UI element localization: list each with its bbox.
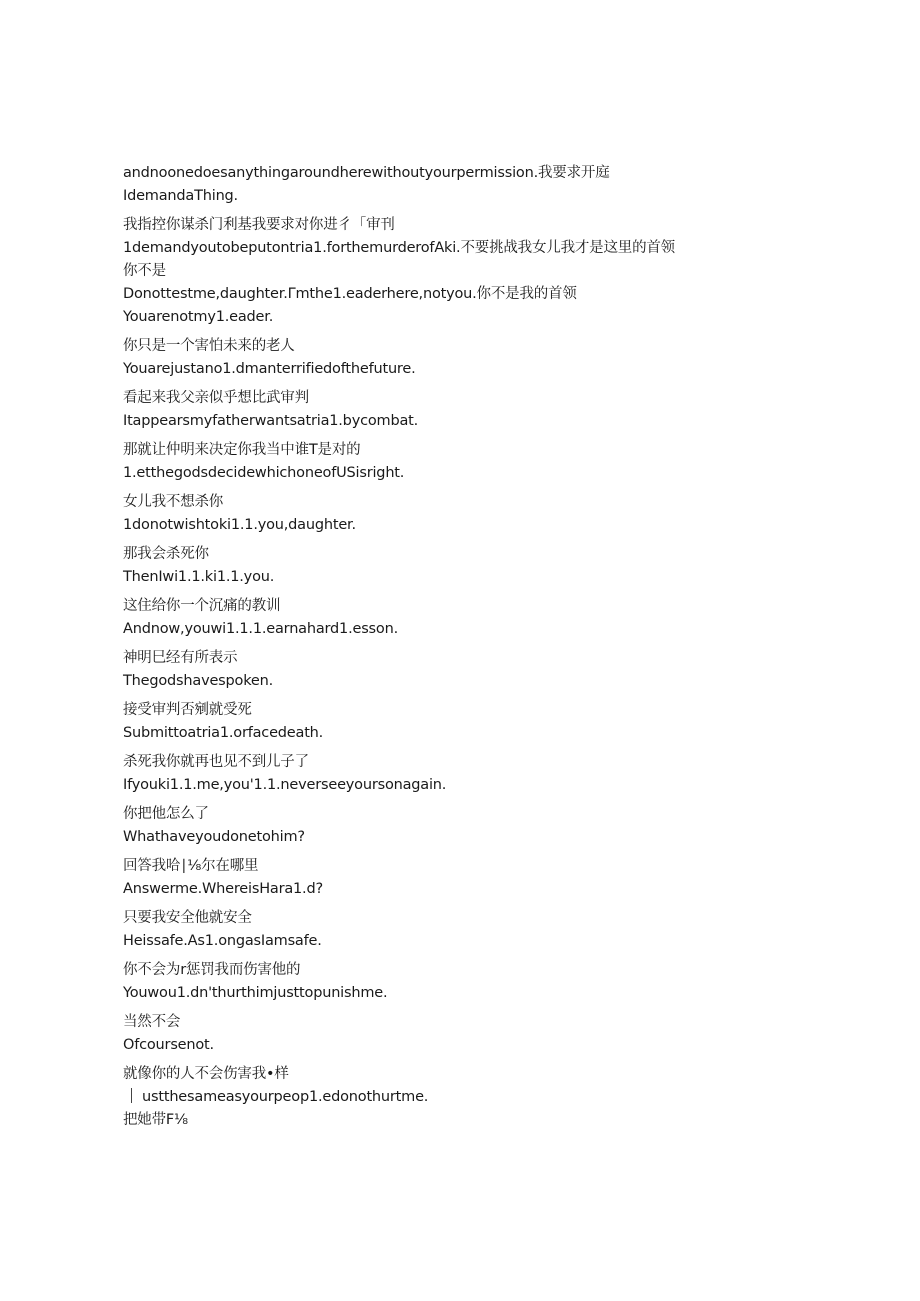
text-line (123, 1086, 843, 1109)
text-line: Youwou1.dn'thurthimjusttopunishme. (123, 985, 388, 1001)
text-line: Thegodshavespoken. (123, 673, 274, 689)
text-line: 1.etthegodsdecidewhichoneofUSisright. (123, 465, 405, 481)
text-line: Heissafe.As1.ongasIamsafe. (123, 933, 322, 949)
text-line: 你只是一个害怕未来的老人 (123, 338, 295, 354)
text-line: Youarenotmy1.eader. (123, 309, 274, 325)
text-line: 只要我安全他就安全 (123, 910, 252, 926)
text-line: 这住给你一个沉痛的教训 (123, 598, 281, 614)
text-line: 就像你的人不会伤害我•样 (123, 1066, 289, 1082)
text-line: 杀死我你就再也见不到儿子了 (123, 754, 309, 770)
text-line: Whathaveyoudonetohim? (123, 829, 305, 845)
text-line: Donottestme,daughter.Γmthe1.eaderhere,notyou.你不是我的首领 (123, 286, 577, 302)
vertical-bar-mark (131, 1088, 132, 1103)
text-line: 1demandyoutobeputontria1.forthemurderofAki.不要挑战我女儿我才是这里的首领 (123, 240, 675, 256)
text-line: Ofcoursenot. (123, 1037, 214, 1053)
text-line: 回答我哈∣⅛尔在哪里 (123, 858, 259, 874)
text-line: Ifyouki1.1.me,you'1.1.neverseeyoursonagain. (123, 777, 447, 793)
text-line: 那就让仲明来决定你我当中谁T是对的 (123, 442, 361, 458)
text-line: IdemandaThing. (123, 188, 238, 204)
text-line: 当然不会 (123, 1014, 181, 1030)
text-line: 接受审判否剜就受死 (123, 702, 252, 718)
text-line: Youarejustano1.dmanterrifiedofthefuture. (123, 361, 416, 377)
text-line: 神明巳经有所表示 (123, 650, 238, 666)
text-line: 那我会杀死你 (123, 546, 209, 562)
text-line: Submittoatria1.orfacedeath. (123, 725, 324, 741)
text-line: 你不是 (123, 263, 166, 279)
text-line-content: ustthesameasyourpeop1.edonothurtme. (142, 1089, 429, 1105)
text-line: 看起来我父亲似乎想比武审判 (123, 390, 309, 406)
text-line: 1donotwishtoki1.1.you,daughter. (123, 517, 356, 533)
text-line: Andnow,youwi1.1.1.earnahard1.esson. (123, 621, 398, 637)
text-line: Answerme.WhereisHara1.d? (123, 881, 323, 897)
subtitle-document (123, 162, 843, 1132)
text-line: ThenIwi1.1.ki1.1.you. (123, 569, 275, 585)
text-line: andnoonedoesanythingaroundherewithoutyourpermission.我要求开庭 (123, 165, 610, 181)
text-line: 女儿我不想杀你 (123, 494, 224, 510)
text-line: 把她带F⅛ (123, 1112, 188, 1128)
text-line: Itappearsmyfatherwantsatria1.bycombat. (123, 413, 419, 429)
text-line: 你不会为r惩罚我而伤害他的 (123, 962, 301, 978)
text-line: 我指控你谋杀门利基我要求对你进彳「审刊 (123, 217, 395, 233)
text-line: 你把他怎么了 (123, 806, 209, 822)
